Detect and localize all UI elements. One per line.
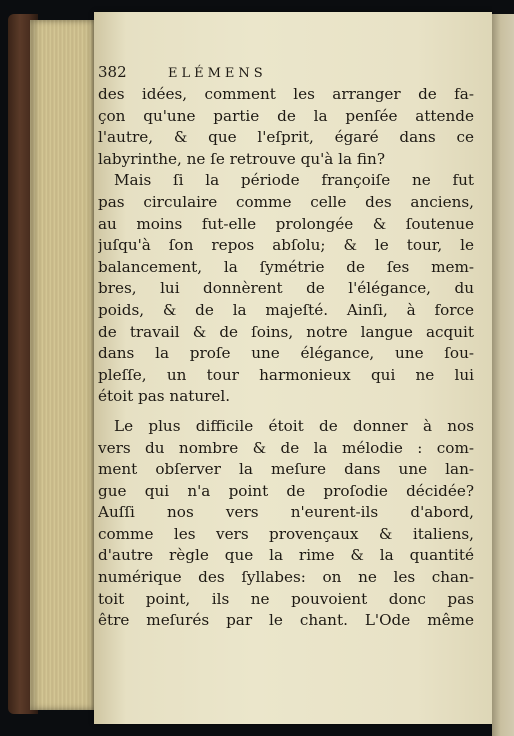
- page-number: 382: [98, 63, 127, 81]
- text-line: des idées, comment les arranger de fa-: [98, 85, 474, 103]
- text-line: étoit pas naturel.: [98, 387, 231, 406]
- text-line: gue qui n'a point de proſodie décidée?: [98, 481, 474, 500]
- facing-page-edge: [492, 0, 514, 736]
- text-line: pleſſe, un tour harmonieux qui ne lui: [98, 365, 474, 384]
- paragraph-3: [98, 416, 474, 632]
- text-line: bres, lui donnèrent de l'élégance, du: [98, 279, 474, 298]
- text-line: ment obſerver la meſure dans une lan-: [98, 460, 474, 479]
- page-edges: [30, 20, 98, 710]
- text-line: juſqu'à ſon repos abſolu; & le tour, le: [98, 236, 474, 255]
- text-line: pas circulaire comme celle des anciens,: [98, 192, 474, 211]
- text-line: dans la proſe une élégance, une ſou-: [98, 344, 474, 363]
- text-line: toit point, ils ne pouvoient donc pas: [98, 589, 474, 608]
- text-line: balancement, la ſymétrie de ſes mem-: [98, 257, 474, 276]
- text-line: Mais ſi la période françoiſe ne fut: [114, 171, 474, 190]
- text-line: çon qu'une partie de la penſée attende: [98, 106, 474, 125]
- text-line: de travail & de ſoins, notre langue acquit: [98, 322, 474, 341]
- paragraph-1: [98, 84, 474, 170]
- running-head: ELÉMENS: [168, 66, 267, 81]
- text-line: au moins fut-elle prolongée & ſoutenue: [98, 214, 474, 233]
- text-line: comme les vers provençaux & italiens,: [98, 524, 474, 543]
- page-text: [98, 62, 474, 632]
- text-line: Le plus difficile étoit de donner à nos: [114, 416, 474, 435]
- text-line: poids, & de la majeſté. Ainſi, à force: [98, 300, 474, 319]
- text-line: être meſurés par le chant. L'Ode même: [98, 611, 474, 630]
- page-header: [98, 62, 474, 84]
- paragraph-2: [98, 170, 474, 408]
- text-line: l'autre, & que l'eſprit, égaré dans ce: [98, 128, 474, 147]
- text-line: d'autre règle que la rime & la quantité: [98, 546, 474, 565]
- text-line: numérique des ſyllabes: on ne les chan-: [98, 568, 474, 587]
- text-line: labyrinthe, ne ſe retrouve qu'à la fin?: [98, 149, 385, 168]
- text-line: vers du nombre & de la mélodie : com-: [98, 438, 474, 457]
- text-line: Auſſi nos vers n'eurent-ils d'abord,: [98, 503, 474, 522]
